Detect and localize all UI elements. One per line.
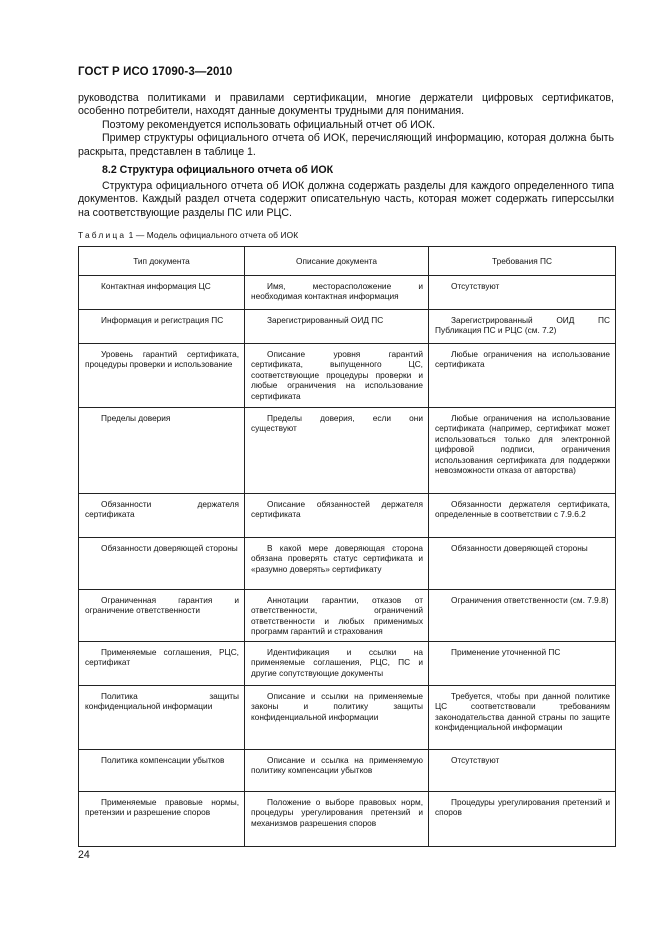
table-header-row: [79, 247, 616, 276]
cell-ps-requirements: Обязанности держателя сертификата, определенные в соответствии с 7.9.6.2: [429, 494, 616, 538]
cell-doc-type: Обязанности доверяющей стороны: [79, 538, 245, 590]
intro-paragraph-1: руководства политиками и правилами сертификации, многие держатели цифровых сертификатов, особенно потребители, находят данные документы трудными для понимания.: [78, 92, 614, 118]
cell-doc-description: Описание и ссылка на применяемую политику компенсации убытков: [245, 750, 429, 792]
table-row: [79, 686, 616, 750]
cell-ps-requirements: Зарегистрированный ОИД ПС Публикация ПС и РЦС (см. 7.2): [429, 310, 616, 344]
cell-doc-type: Политика защиты конфиденциальной информации: [79, 686, 245, 750]
cell-doc-type: Информация и регистрация ПС: [79, 310, 245, 344]
cell-doc-type: Контактная информация ЦС: [79, 276, 245, 310]
cell-ps-requirements: Ограничения ответственности (см. 7.9.8): [429, 590, 616, 642]
table-row: [79, 590, 616, 642]
cell-ps-requirements: Любые ограничения на использование сертификата (например, сертификат может использоваться только для электронной цифровой подписи, ограничения использования сертификата для поддержки невозможности отказа от авторства): [429, 408, 616, 494]
cell-ps-requirements: Требуется, чтобы при данной политике ЦС соответствовали требованиям законодательства данной страны по защите конфиденциальной информации: [429, 686, 616, 750]
cell-doc-type: Пределы доверия: [79, 408, 245, 494]
table-row: [79, 276, 616, 310]
table-row: [79, 344, 616, 408]
cell-doc-description: Аннотации гарантии, отказов от ответственности, ограничений ответственности и любых применимых программ гарантий и страхования: [245, 590, 429, 642]
cell-doc-description: Описание обязанностей держателя сертификата: [245, 494, 429, 538]
cell-ps-requirements: Процедуры урегулирования претензий и споров: [429, 792, 616, 847]
table-caption: [78, 230, 298, 240]
cell-doc-description: Пределы доверия, если они существуют: [245, 408, 429, 494]
header-doc-description: Описание документа: [245, 247, 429, 276]
table-caption-title: 1 — Модель официального отчета об ИОК: [126, 230, 299, 240]
document-header: ГОСТ Р ИСО 17090-3—2010: [78, 66, 233, 78]
table-row: [79, 642, 616, 686]
section-text: Структура официального отчета об ИОК должна содержать разделы для каждого определенного типа документов. Каждый раздел отчета содержит описательную часть, которая может содержать гиперссылки на соответствующие разделы ПС или РЦС.: [78, 180, 614, 219]
cell-doc-description: В какой мере доверяющая сторона обязана проверять статус сертификата и «разумно доверять» сертификату: [245, 538, 429, 590]
cell-ps-requirements: Применение уточненной ПС: [429, 642, 616, 686]
cell-doc-description: Зарегистрированный ОИД ПС: [245, 310, 429, 344]
cell-doc-description: Описание уровня гарантий сертификата, выпущенного ЦС, соответствующие процедуры проверки и любые ограничения на использование сертификата: [245, 344, 429, 408]
table-row: [79, 310, 616, 344]
intro-paragraph-2: Поэтому рекомендуется использовать официальный отчет об ИОК.: [102, 118, 436, 131]
header-doc-type: Тип документа: [79, 247, 245, 276]
cell-doc-type: Политика компенсации убытков: [79, 750, 245, 792]
table-row: [79, 494, 616, 538]
table-row: [79, 792, 616, 847]
table-row: [79, 408, 616, 494]
table-caption-word: Таблица: [78, 230, 127, 240]
cell-ps-requirements: Отсутствуют: [429, 276, 616, 310]
page-number: 24: [78, 849, 90, 861]
table-row: [79, 750, 616, 792]
intro-text: [78, 92, 614, 159]
section-title: 8.2 Структура официального отчета об ИОК: [102, 164, 334, 176]
cell-doc-type: Уровень гарантий сертификата, процедуры проверки и использование: [79, 344, 245, 408]
cell-doc-type: Ограниченная гарантия и ограничение ответственности: [79, 590, 245, 642]
table-row: [79, 538, 616, 590]
header-ps-requirements: Требования ПС: [429, 247, 616, 276]
cell-ps-requirements: Любые ограничения на использование сертификата: [429, 344, 616, 408]
cell-doc-type: Применяемые соглашения, РЦС, сертификат: [79, 642, 245, 686]
cell-doc-description: Имя, месторасположение и необходимая контактная информация: [245, 276, 429, 310]
statement-model-table: [78, 246, 616, 847]
intro-paragraph-3: Пример структуры официального отчета об ИОК, перечисляющий информацию, которая должна быть раскрыта, представлен в таблице 1.: [78, 132, 614, 158]
cell-doc-type: Применяемые правовые нормы, претензии и разрешение споров: [79, 792, 245, 847]
cell-doc-description: Описание и ссылки на применяемые законы и политику защиты конфиденциальной информации: [245, 686, 429, 750]
cell-doc-description: Положение о выборе правовых норм, процедуры урегулирования претензий и механизмов разрешения споров: [245, 792, 429, 847]
cell-doc-description: Идентификация и ссылки на применяемые соглашения, РЦС, ПС и другие сопутствующие документы: [245, 642, 429, 686]
cell-ps-requirements: Отсутствуют: [429, 750, 616, 792]
cell-ps-requirements: Обязанности доверяющей стороны: [429, 538, 616, 590]
cell-doc-type: Обязанности держателя сертификата: [79, 494, 245, 538]
